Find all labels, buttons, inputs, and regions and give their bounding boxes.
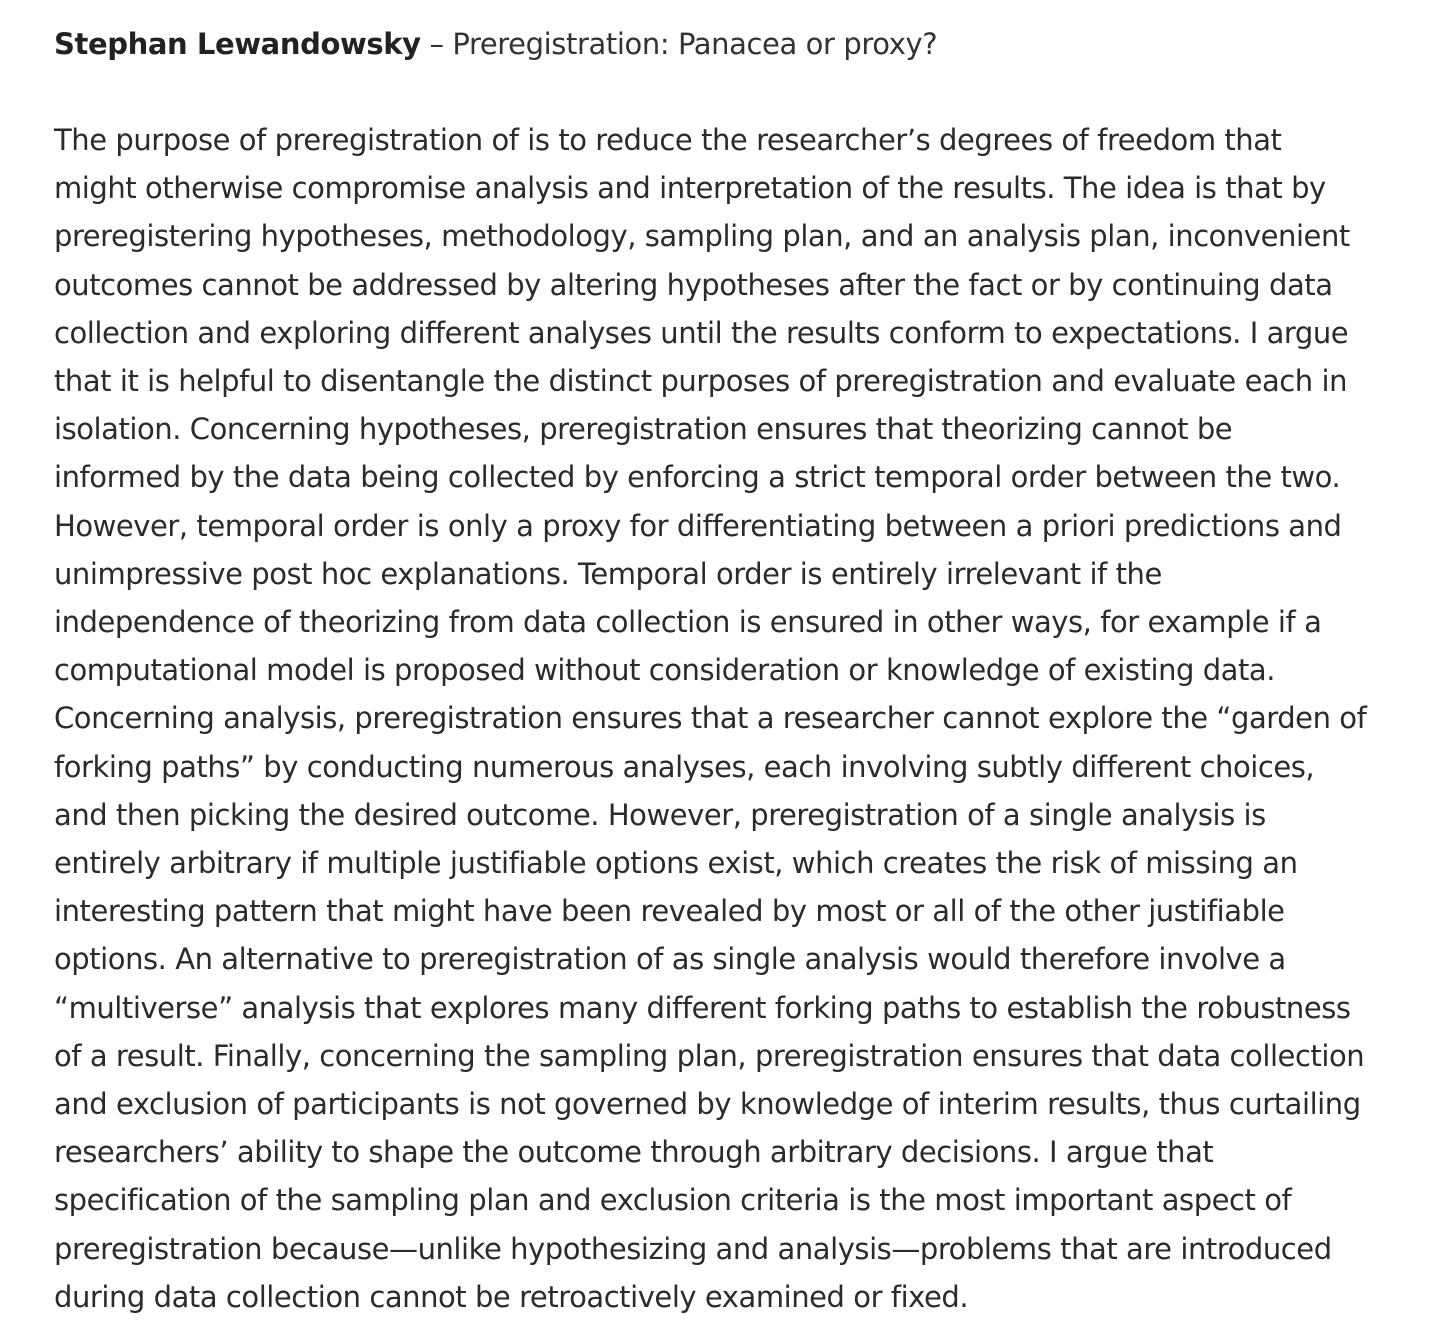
abstract-line: entirely arbitrary if multiple justifiable options exist, which creates the risk of missing an — [54, 846, 1298, 881]
talk-heading — [54, 22, 1394, 66]
abstract-line: computational model is proposed without consideration or knowledge of existing data. — [54, 653, 1276, 688]
abstract-line: independence of theorizing from data collection is ensured in other ways, for example if a — [54, 605, 1322, 640]
abstract-line: “multiverse” analysis that explores many different forking paths to establish the robustness — [54, 990, 1351, 1025]
author-name: Stephan Lewandowsky — [54, 27, 421, 61]
abstract-line: The purpose of preregistration of is to reduce the researcher’s degrees of freedom that — [54, 123, 1282, 157]
abstract-line: interesting pattern that might have been revealed by most or all of the other justifiable — [54, 894, 1285, 929]
document-content — [54, 22, 1394, 1321]
abstract-paragraph — [54, 116, 1394, 1321]
abstract-line: options. An alternative to preregistration of as single analysis would therefore involve a — [54, 942, 1286, 977]
abstract-line: informed by the data being collected by enforcing a strict temporal order between the two. — [54, 460, 1341, 495]
abstract-line: researchers’ ability to shape the outcome through arbitrary decisions. I argue that — [54, 1135, 1214, 1170]
abstract-line: However, temporal order is only a proxy for differentiating between a priori predictions and — [54, 508, 1342, 543]
abstract-line: preregistration because—unlike hypothesizing and analysis—problems that are introduced — [54, 1231, 1332, 1266]
abstract-line: and then picking the desired outcome. However, preregistration of a single analysis is — [54, 797, 1266, 832]
abstract-line: might otherwise compromise analysis and interpretation of the results. The idea is that by — [54, 171, 1326, 206]
abstract-line: forking paths” by conducting numerous analyses, each involving subtly different choices, — [54, 749, 1315, 784]
abstract-line: unimpressive post hoc explanations. Temporal order is entirely irrelevant if the — [54, 556, 1162, 591]
abstract-line: specification of the sampling plan and exclusion criteria is the most important aspect of — [54, 1183, 1292, 1218]
talk-title: Preregistration: Panacea or proxy? — [452, 27, 938, 61]
abstract-line: during data collection cannot be retroactively examined or fixed. — [54, 1279, 969, 1314]
heading-separator: – — [429, 27, 444, 61]
abstract-line: that it is helpful to disentangle the distinct purposes of preregistration and evaluate each in — [54, 364, 1348, 399]
abstract-line: collection and exploring different analyses until the results conform to expectations. I argue — [54, 315, 1349, 350]
abstract-line: of a result. Finally, concerning the sampling plan, preregistration ensures that data collection — [54, 1038, 1365, 1073]
abstract-line: outcomes cannot be addressed by altering hypotheses after the fact or by continuing data — [54, 267, 1333, 302]
abstract-line: and exclusion of participants is not governed by knowledge of interim results, thus curtailing — [54, 1087, 1361, 1122]
abstract-line: preregistering hypotheses, methodology, sampling plan, and an analysis plan, inconvenient — [54, 219, 1350, 254]
abstract-line: isolation. Concerning hypotheses, preregistration ensures that theorizing cannot be — [54, 412, 1233, 447]
abstract-line: Concerning analysis, preregistration ensures that a researcher cannot explore the “garden of — [54, 701, 1367, 736]
